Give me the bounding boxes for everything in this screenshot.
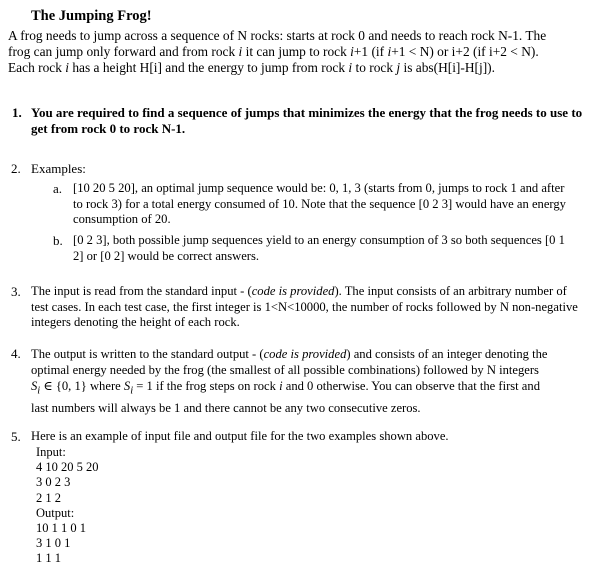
output-line: 3 1 0 1 <box>36 536 71 551</box>
input-line: 4 10 20 5 20 <box>36 460 99 475</box>
example-b-text: [0 2 3], both possible jump sequences yield to an energy consumption of 3 so both sequences [0 1 2] or [0 2] would be correct answers. <box>73 233 565 263</box>
item-3-number: 3. <box>11 284 21 299</box>
intro-line-1: A frog needs to jump across a sequence of N rocks: starts at rock 0 and needs to reach rock N-1. The <box>8 28 547 43</box>
item-2-number: 2. <box>11 161 21 176</box>
output-label: Output: <box>36 505 75 520</box>
output-line: 1 1 1 <box>36 551 61 566</box>
item-4-number: 4. <box>11 346 21 361</box>
example-a-text: [10 20 5 20], an optimal jump sequence would be: 0, 1, 3 (starts from 0, jumps to rock 1 and after to rock 3) for a total energy consumed of 10. Note that the sequence [0 2 3] would have an energy consumption of 20. <box>73 181 566 226</box>
item-5-number: 5. <box>11 429 21 444</box>
input-line: 2 1 2 <box>36 490 61 505</box>
item-1-text: You are required to find a sequence of jumps that minimizes the energy that the frog needs to use to get from rock 0 to rock N-1. <box>31 105 583 136</box>
item-5-text: Here is an example of input file and output file for the two examples shown above. <box>31 429 449 443</box>
example-io-block <box>36 445 99 567</box>
item-4-text: The output is written to the standard output - (code is provided) and consists of an integer denoting the optimal energy needed by the frog (the smallest of all possible combinations) followed by N integers $S_i$ ∈ {0, 1} where $S_i = 1$ if the frog steps on rock i and 0 otherwise. You can observe that the first and last numbers will always be 1 and there cannot be any two consecutive zeros. <box>31 347 548 415</box>
examples-label: Examples: <box>31 161 86 176</box>
item-1-number: 1. <box>12 105 22 120</box>
input-line: 3 0 2 3 <box>36 475 71 490</box>
example-a-marker: a. <box>53 181 63 196</box>
intro-line-2: frog can jump only forward and from rock i it can jump to rock i+1 (if i+1 < N) or i+2 (if i+2 < N). <box>8 44 539 59</box>
input-label: Input: <box>36 445 66 459</box>
output-line: 10 1 1 0 1 <box>36 521 86 536</box>
intro-paragraph <box>8 28 596 76</box>
page-title: The Jumping Frog! <box>31 8 152 24</box>
example-b-marker: b. <box>53 233 63 248</box>
item-3-text: The input is read from the standard input - (code is provided). The input consists of an arbitrary number of test cases. In each test case, the first integer is 1<N<10000, the number of rocks followed by N non-negative integers denoting the height of each rock. <box>31 284 578 329</box>
intro-line-3: Each rock i has a height H[i] and the energy to jump from rock i to rock j is abs(H[i]-H[j]). <box>8 60 495 75</box>
